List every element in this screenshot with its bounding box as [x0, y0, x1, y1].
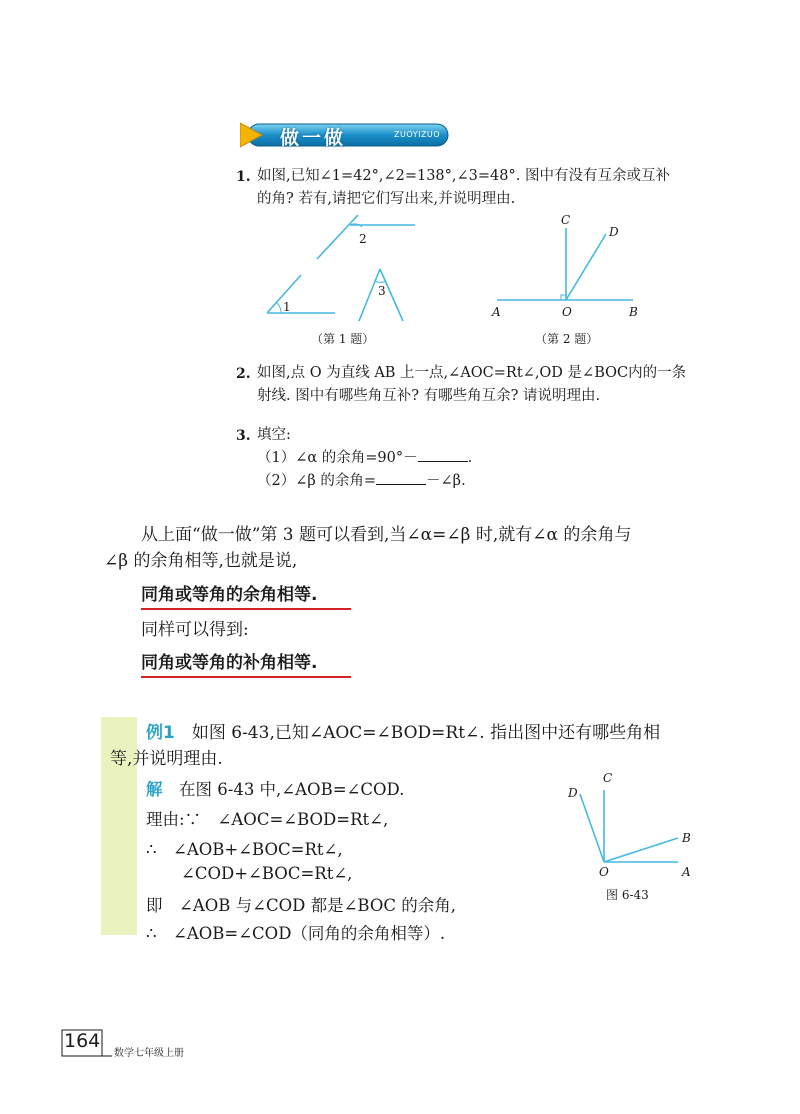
fig643-label-b: B [682, 831, 691, 845]
q2-line1: 如图,点 O 为直线 AB 上一点,∠AOC=Rt∠,OD 是∠BOC内的一条 [257, 365, 687, 381]
fig2-caption: （第 2 题） [535, 332, 599, 346]
body-line3: 同样可以得到: [141, 620, 249, 640]
solution-line1 [146, 776, 404, 800]
q2-number: 2. [236, 366, 251, 382]
fig643-caption: 图 6-43 [606, 888, 649, 902]
fig643-label-o: O [599, 865, 609, 879]
fig2-label-d: D [609, 225, 619, 239]
fig1-label-1: 1 [283, 300, 291, 314]
solution-line6: ∴ ∠AOB=∠COD（同角的余角相等）. [146, 924, 446, 943]
rule-supplementary: 同角或等角的补角相等. [141, 648, 351, 678]
figure-q1 [255, 215, 435, 330]
solution-line5: 即 ∠AOB 与∠COD 都是∠BOC 的余角, [146, 896, 456, 915]
fig1-caption: （第 1 题） [311, 332, 375, 346]
fig2-label-c: C [561, 213, 571, 227]
q3-part2 [257, 470, 472, 493]
q3-part1-end: . [467, 450, 473, 466]
q3-part1 [257, 447, 472, 470]
fig1-label-3: 3 [378, 284, 386, 298]
fig643-label-c: C [603, 771, 613, 785]
q2-line2: 射线. 图中有哪些角互补? 有哪些角互余? 请说明理由. [257, 388, 601, 404]
solution-text1: 在图 6-43 中,∠AOB=∠COD. [179, 780, 405, 799]
fig2-label-o: O [562, 305, 572, 319]
banner-subtitle: ZUOYIZUO [394, 130, 441, 139]
fig1-label-2: 2 [359, 232, 367, 246]
figure-q2 [485, 210, 645, 320]
page-number: 164 [64, 1030, 101, 1052]
solution-line2: 理由:∵ ∠AOC=∠BOD=Rt∠, [146, 810, 389, 829]
solution-line3: ∴ ∠AOB+∠BOC=Rt∠, [146, 840, 343, 859]
body-line1: 从上面“做一做”第 3 题可以看到,当∠α=∠β 时,就有∠α 的余角与 [141, 525, 632, 545]
fig2-label-b: B [629, 305, 638, 319]
body-line2: ∠β 的余角相等,也就是说, [104, 551, 298, 571]
example-head: 例1 [146, 723, 175, 743]
book-title: 数学七年级上册 [114, 1048, 184, 1059]
fig643-label-d: D [568, 786, 578, 800]
fig643-label-a: A [682, 865, 691, 879]
q1-number: 1. [236, 169, 251, 185]
q1-line2: 的角? 若有,请把它们写出来,并说明理由. [257, 191, 516, 207]
section-banner [240, 122, 450, 148]
q3-text [257, 424, 472, 493]
q3-part2-blank [376, 470, 426, 485]
rule-complementary: 同角或等角的余角相等. [141, 580, 351, 610]
solution-head: 解 [146, 780, 163, 799]
q3-part2-end: －∠β. [426, 473, 466, 489]
example-line1 [146, 720, 660, 746]
q1-text [257, 165, 670, 211]
example-line2: 等,并说明理由. [110, 749, 223, 769]
q3-part1-text: （1）∠α 的余角=90°－ [257, 450, 418, 466]
fig2-label-a: A [492, 305, 501, 319]
q3-number: 3. [236, 428, 251, 444]
q3-title: 填空: [257, 427, 291, 443]
figure-6-43 [560, 770, 700, 882]
example-question: 如图 6-43,已知∠AOC=∠BOD=Rt∠. 指出图中还有哪些角相 [191, 723, 661, 743]
q1-line1: 如图,已知∠1=42°,∠2=138°,∠3=48°. 图中有没有互余或互补 [257, 168, 670, 184]
q3-part1-blank [418, 447, 468, 462]
q3-part2-text: （2）∠β 的余角= [257, 473, 377, 489]
solution-line4: ∠COD+∠BOC=Rt∠, [181, 864, 353, 883]
banner-title: 做一做 [280, 127, 347, 149]
q2-text [257, 362, 686, 408]
